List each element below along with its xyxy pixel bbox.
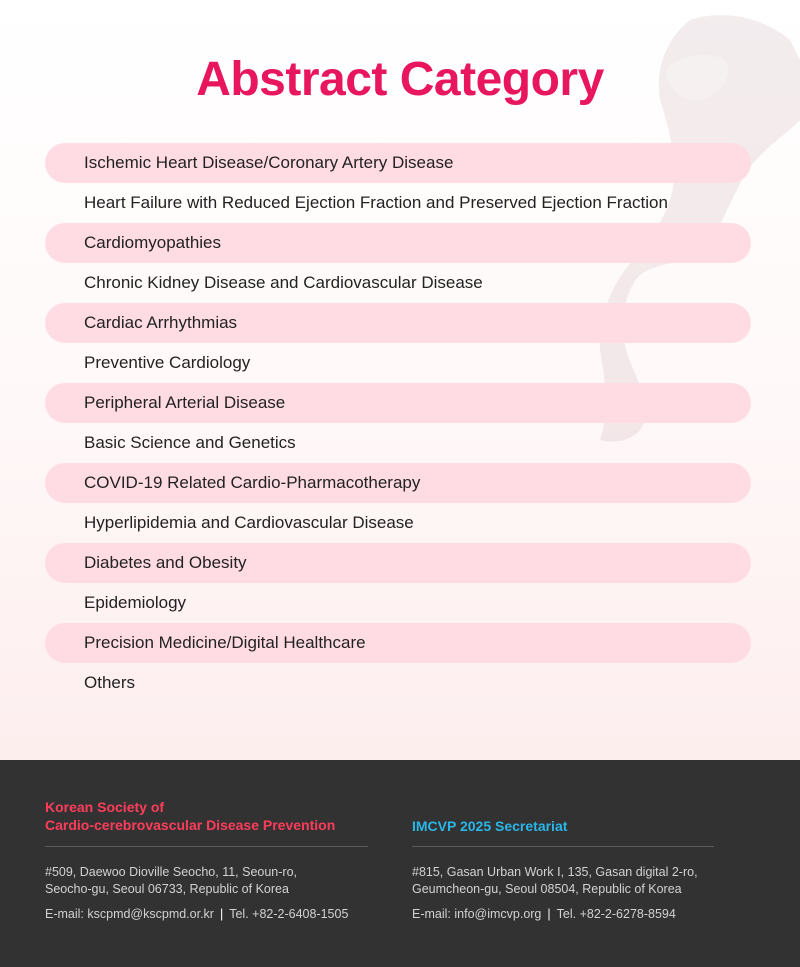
society-address-line1: #509, Daewoo Dioville Seocho, 11, Seoun-ro, xyxy=(45,865,298,879)
category-item: Epidemiology xyxy=(84,593,187,612)
secretariat-address-line1: #815, Gasan Urban Work Ⅰ, 135, Gasan digital 2-ro, xyxy=(412,865,698,879)
society-name-line1: Korean Society of xyxy=(45,799,165,815)
category-item: Preventive Cardiology xyxy=(84,353,251,372)
secretariat-name: IMCVP 2025 Secretariat xyxy=(412,818,568,834)
contact-separator: | xyxy=(547,907,551,921)
secretariat-email: E-mail: info@imcvp.org xyxy=(412,907,542,921)
category-item: Precision Medicine/Digital Healthcare xyxy=(45,623,751,663)
category-item: Ischemic Heart Disease/Coronary Artery Disease xyxy=(45,143,751,183)
category-item: Basic Science and Genetics xyxy=(84,433,296,452)
society-name-line2: Cardio-cerebrovascular Disease Prevention xyxy=(45,817,336,833)
society-address xyxy=(45,864,297,898)
category-item: Cardiac Arrhythmias xyxy=(45,303,751,343)
secretariat-divider xyxy=(412,846,714,847)
category-item: Others xyxy=(84,673,136,692)
footer xyxy=(0,760,800,967)
contact-separator: | xyxy=(219,907,224,921)
secretariat-contact xyxy=(412,906,676,923)
category-item: Hyperlipidemia and Cardiovascular Disease xyxy=(84,513,414,532)
category-list xyxy=(45,143,751,703)
society-contact xyxy=(45,906,348,923)
society-name xyxy=(45,798,335,834)
category-item: Cardiomyopathies xyxy=(45,223,751,263)
secretariat-tel: Tel. +82-2-6278-8594 xyxy=(556,907,676,921)
category-item: Chronic Kidney Disease and Cardiovascular Disease xyxy=(84,273,483,292)
category-item: Diabetes and Obesity xyxy=(45,543,751,583)
secretariat-address-line2: Geumcheon-gu, Seoul 08504, Republic of Korea xyxy=(412,882,682,896)
society-email: E-mail: kscpmd@kscpmd.or.kr xyxy=(45,907,214,921)
secretariat-address xyxy=(412,864,698,898)
page-title: Abstract Category xyxy=(196,53,604,106)
society-tel: Tel. +82-2-6408-1505 xyxy=(229,907,349,921)
category-item: Peripheral Arterial Disease xyxy=(45,383,751,423)
category-item: Heart Failure with Reduced Ejection Fraction and Preserved Ejection Fraction xyxy=(84,193,668,212)
society-divider xyxy=(45,846,368,847)
category-item: COVID-19 Related Cardio-Pharmacotherapy xyxy=(45,463,751,503)
society-address-line2: Seocho-gu, Seoul 06733, Republic of Korea xyxy=(45,882,289,896)
